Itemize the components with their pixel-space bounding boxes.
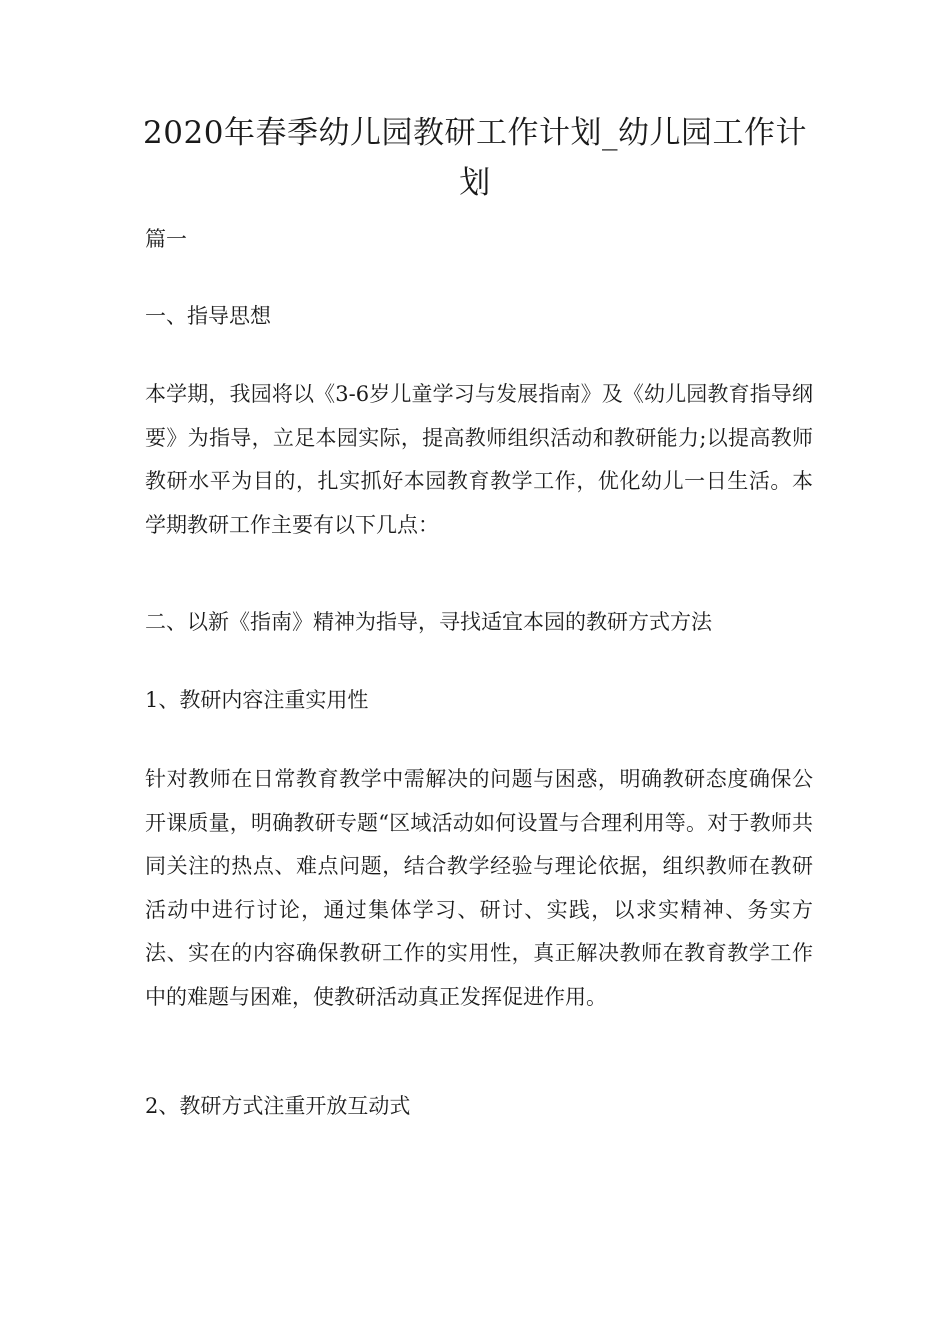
document-title: 2020年春季幼儿园教研工作计划_幼儿园工作计划 — [143, 115, 807, 201]
paragraph-guiding-thought: 本学期，我园将以《3-6岁儿童学习与发展指南》及《幼儿园教育指导纲要》为指导，立足本园实际，提高教师组织活动和教研能力;以提高教师教研水平为目的，扎实抓好本园教育教学工作，优化幼儿一日生活。本学期教研工作主要有以下几点： — [145, 382, 813, 537]
heading-research-methods: 二、以新《指南》精神为指导，寻找适宜本园的教研方式方法 — [145, 610, 712, 634]
heading-practicality: 1、教研内容注重实用性 — [145, 688, 369, 712]
heading-open-interactive: 2、教研方式注重开放互动式 — [145, 1094, 411, 1118]
paragraph-practicality: 针对教师在日常教育教学中需解决的问题与困惑，明确教研态度确保公开课质量，明确教研专题“区域活动如何设置与合理利用等。对于教师共同关注的热点、难点问题，结合教学经验与理论依据，组织教师在教研活动中进行讨论，通过集体学习、研讨、实践，以求实精神、务实方法、实在的内容确保教研工作的实用性，真正解决教师在教育教学工作中的难题与困难，使教研活动真正发挥促进作用。 — [145, 767, 813, 1009]
heading-guiding-thought: 一、指导思想 — [145, 304, 271, 328]
section-label: 篇一 — [145, 227, 187, 251]
